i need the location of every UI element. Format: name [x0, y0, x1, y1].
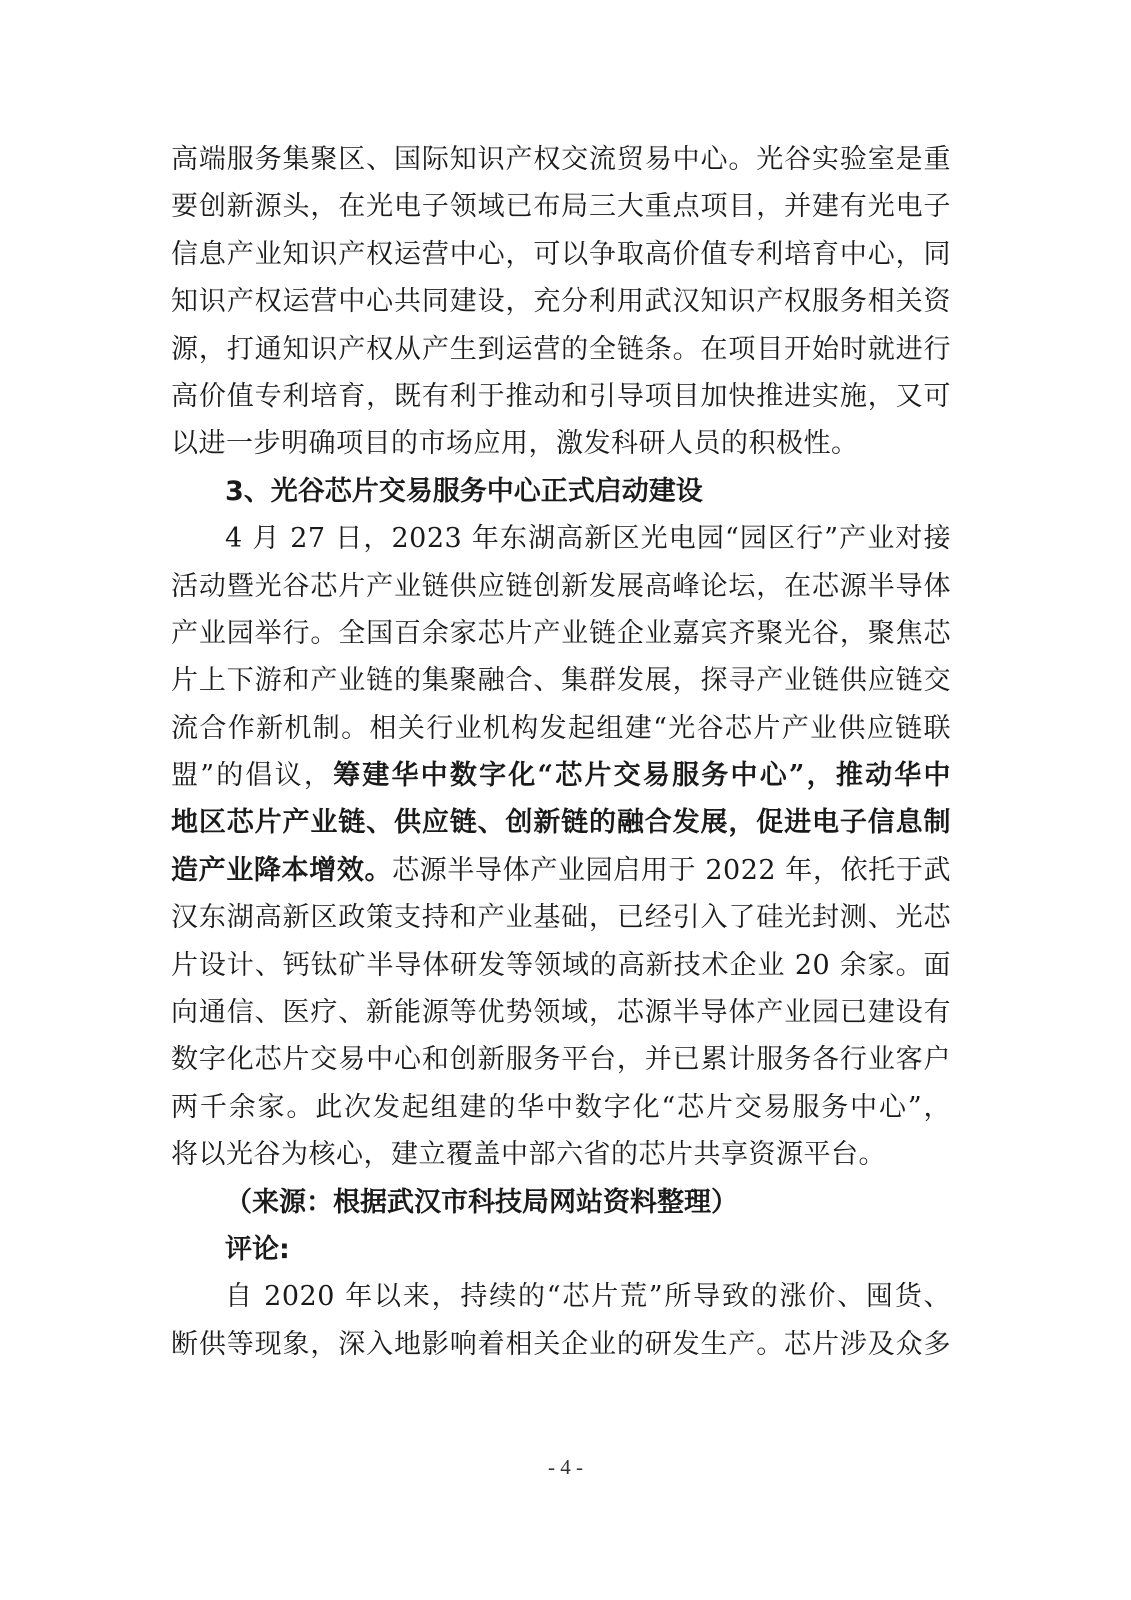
normal-text: 芯源半导体产业园启用于 2022 年，依托于武: [392, 854, 952, 886]
emphasized-text: 筹建华中数字化“芯片交易服务中心”，推动华中: [333, 760, 951, 792]
section-paragraph: [171, 515, 951, 1178]
source-note: （来源：根据武汉市科技局网站资料整理）: [225, 1186, 738, 1218]
paragraph-line: 断供等现象，深入地影响着相关企业的研发生产。芯片涉及众多: [171, 1328, 951, 1360]
paragraph-line: 将以光谷为核心，建立覆盖中部六省的芯片共享资源平台。: [171, 1139, 886, 1171]
emphasized-text: 造产业降本增效。: [171, 854, 393, 886]
paragraph-line: 高端服务集聚区、国际知识产权交流贸易中心。光谷实验室是重: [171, 144, 951, 175]
paragraph-line: 片设计、钙钛矿半导体研发等领域的高新技术企业 20 余家。面: [171, 949, 951, 981]
emphasized-line: 地区芯片产业链、供应链、创新链的融合发展，促进电子信息制: [171, 807, 951, 839]
paragraph-line: 自 2020 年以来，持续的“芯片荒”所导致的涨价、囤货、: [225, 1281, 951, 1313]
paragraph-line: 活动暨光谷芯片产业链供应链创新发展高峰论坛，在芯源半导体: [171, 570, 951, 602]
normal-text: 盟”的倡议，: [171, 760, 334, 792]
paragraph-line-mixed: [171, 752, 951, 799]
paragraph-line: 向通信、医疗、新能源等优势领域，芯源半导体产业园已建设有: [171, 997, 951, 1029]
section-heading: 3、光谷芯片交易服务中心正式启动建设: [225, 475, 703, 507]
paragraph-line: 两千余家。此次发起组建的华中数字化“芯片交易服务中心”，: [171, 1091, 951, 1123]
paragraph-line: 片上下游和产业链的集聚融合、集群发展，探寻产业链供应链交: [171, 665, 951, 697]
paragraph-line: 高价值专利培育，既有利于推动和引导项目加快推进实施，又可: [171, 380, 951, 412]
comment-paragraph: [171, 1273, 951, 1368]
paragraph-line-mixed: [171, 847, 951, 894]
paragraph-line: 以进一步明确项目的市场应用，激发科研人员的积极性。: [171, 428, 859, 460]
paragraph-line: 要创新源头，在光电子领域已布局三大重点项目，并建有光电子: [171, 191, 951, 223]
paragraph-line: 源，打通知识产权从产生到运营的全链条。在项目开始时就进行: [171, 333, 951, 365]
page-number: - 4 -: [548, 1455, 583, 1479]
paragraph-line: 信息产业知识产权运营中心，可以争取高价值专利培育中心，同: [171, 238, 951, 270]
paragraph-line: 产业园举行。全国百余家芯片产业链企业嘉宾齐聚光谷，聚焦芯: [171, 617, 951, 649]
paragraph-line: 汉东湖高新区政策支持和产业基础，已经引入了硅光封测、光芯: [171, 902, 951, 934]
continuation-paragraph: [171, 136, 951, 1368]
comment-label: 评论:: [225, 1233, 290, 1265]
paragraph-line: 知识产权运营中心共同建设，充分利用武汉知识产权服务相关资: [171, 286, 951, 318]
paragraph-line: 4 月 27 日，2023 年东湖高新区光电园“园区行”产业对接: [225, 523, 951, 555]
paragraph-line: 流合作新机制。相关行业机构发起组建“光谷芯片产业供应链联: [171, 712, 951, 744]
paragraph-line: 数字化芯片交易中心和创新服务平台，并已累计服务各行业客户: [171, 1044, 951, 1076]
